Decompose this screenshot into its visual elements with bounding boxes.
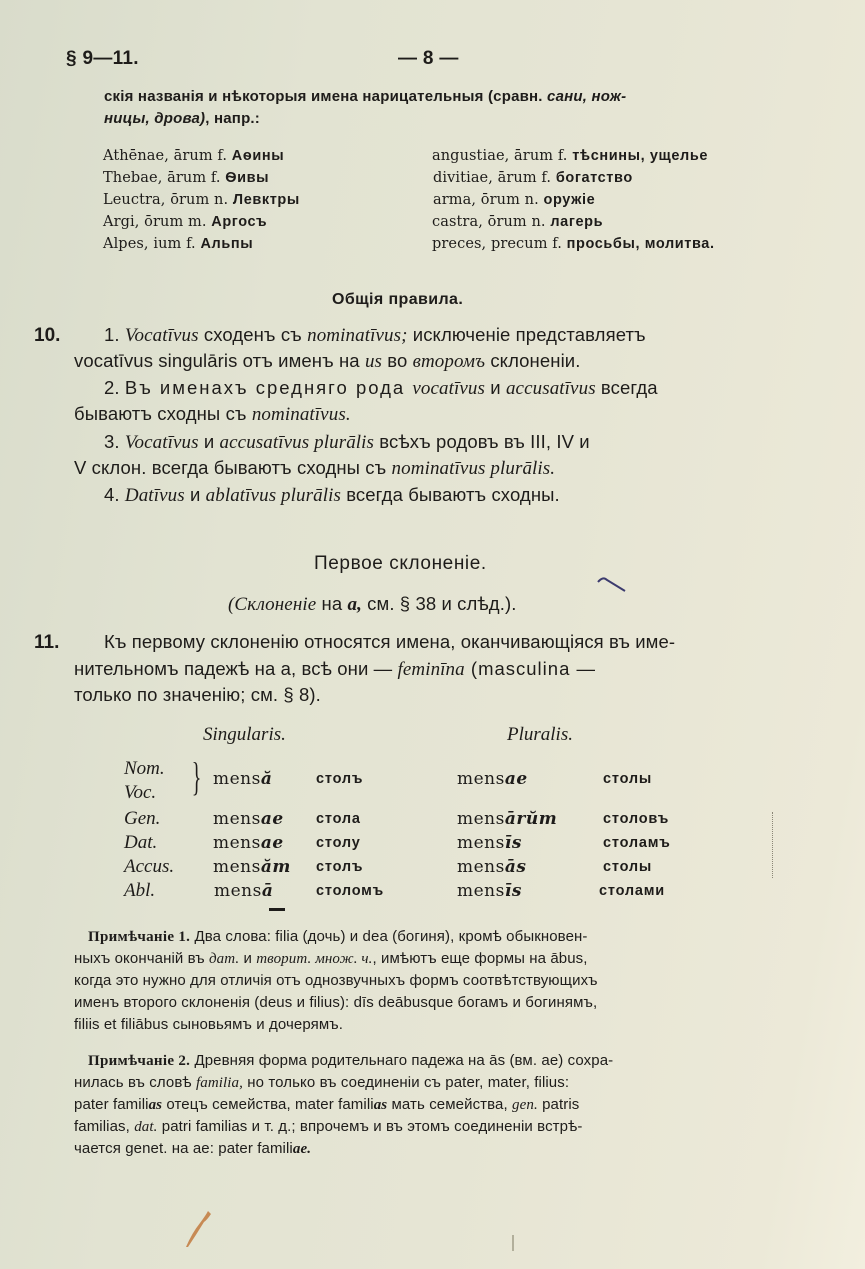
paper-speck — [510, 1235, 516, 1255]
case-label: Nom. — [124, 758, 165, 779]
macron-underline — [269, 908, 285, 911]
note-2-line-1: Примѣчаніе 2. Древняя форма родительнаго падежа на ās (вм. ae) сохра- — [88, 1052, 614, 1069]
brace-icon: } — [191, 754, 202, 799]
paragraph-11-line-3: только по значенію; см. § 8). — [74, 684, 321, 705]
plural-form: mensārŭm — [457, 809, 558, 829]
intro-line-1: скія названія и нѣкоторыя имена нарицательныя (сравн. сани, нож- — [104, 88, 627, 105]
singular-form: mensăm — [213, 857, 291, 877]
section-reference: § 9—11. — [66, 48, 139, 69]
note-1-line-2: ныхъ окончаній въ дат. и творит. множ. ч., имѣютъ еще формы на ābus, — [74, 950, 588, 967]
paragraph-number-11: 11. — [34, 632, 60, 653]
pencil-mark — [595, 572, 631, 594]
plural-form: mensās — [457, 857, 527, 877]
list-item: preces, precum f. просьбы, молитва. — [432, 236, 715, 252]
singular-translation: стола — [316, 811, 361, 827]
first-declension-subtitle: (Склоненіе на a, см. § 38 и слѣд.). — [228, 593, 517, 615]
singular-form: mensae — [213, 809, 284, 829]
note-1-line-3: когда это нужно для отличія отъ однозвучныхъ формъ соотвѣтствующихъ — [74, 972, 598, 989]
singular-form: mensă — [213, 769, 273, 789]
rule-3-line-1: 3. Vocatīvus и accusatīvus plurālis всѣхъ родовъ въ III, IV и — [104, 431, 590, 453]
paragraph-number-10: 10. — [34, 325, 61, 346]
column-header-singular: Singularis. — [203, 724, 286, 745]
rule-3-line-2: V склон. всегда бываютъ сходны съ nominatīvus plurālis. — [74, 457, 556, 479]
list-item: Argi, ōrum m. Аргосъ — [103, 214, 268, 230]
note-2-line-2: нилась въ словѣ familia, но только въ соединеніи съ pater, mater, filius: — [74, 1074, 570, 1091]
note-2-line-3: pater familias отецъ семейства, mater familias мать семейства, gen. patris — [74, 1096, 580, 1113]
plural-form: mensīs — [457, 833, 522, 853]
rule-2-line-1: 2. Въ именахъ средняго рода vocatīvus и accusatīvus всегда — [104, 377, 658, 399]
list-item: divitiae, ārum f. богатство — [433, 170, 633, 186]
note-2-line-5: чается genet. на ae: pater familiae. — [74, 1140, 312, 1157]
list-item: arma, ōrum n. оружіе — [433, 192, 596, 208]
note-1-line-4: именъ второго склоненія (deus и filius): dīs deābusque богамъ и богинямъ, — [74, 994, 598, 1011]
section-title-first-declension: Первое склоненіе. — [314, 553, 487, 574]
singular-form: mensae — [213, 833, 284, 853]
rule-1-line-1: 1. Vocatīvus сходенъ съ nominatīvus; исключеніе представляетъ — [104, 324, 646, 346]
column-header-plural: Pluralis. — [507, 724, 573, 745]
margin-mark — [772, 812, 774, 878]
page-number: — 8 — — [398, 48, 459, 69]
paragraph-11-line-1: Къ первому склоненію относятся имена, оканчивающіяся въ име- — [104, 631, 676, 652]
list-item: castra, ōrum n. лагерь — [432, 214, 604, 230]
case-label: Gen. — [124, 808, 161, 829]
plural-form: mensīs — [457, 881, 522, 901]
plural-translation: столамъ — [603, 835, 671, 851]
case-label: Dat. — [124, 832, 158, 853]
rule-1-line-2: vocatīvus singulāris отъ именъ на us во второмъ склоненіи. — [74, 350, 581, 372]
plural-form: mensae — [457, 769, 528, 789]
list-item: Alpes, ium f. Альпы — [103, 236, 254, 252]
list-item: Athēnae, ārum f. Аѳины — [103, 148, 285, 164]
intro-line-2: ницы, дрова), напр.: — [104, 110, 260, 127]
note-1-line-5: filiis et filiābus сыновьямъ и дочерямъ. — [74, 1016, 343, 1033]
singular-translation: столъ — [316, 859, 364, 875]
plural-translation: столы — [603, 859, 653, 875]
plural-translation: столами — [599, 883, 665, 899]
paragraph-11-line-2: нительномъ падежѣ на а, всѣ они — feminīna (masculina — — [74, 658, 596, 680]
list-item: Thebae, ārum f. Ѳивы — [103, 170, 270, 186]
case-label: Accus. — [124, 856, 175, 877]
section-title-general-rules: Общія правила. — [332, 291, 464, 308]
note-2-line-4: familias, dat. patri familias и т. д.; впрочемъ и въ этомъ соединеніи встрѣ- — [74, 1118, 583, 1135]
list-item: angustiae, ārum f. тѣснины, ущелье — [432, 148, 708, 164]
singular-translation: столу — [316, 835, 361, 851]
singular-form: mensā — [214, 881, 274, 901]
list-item: Leuctra, ōrum n. Левктры — [103, 192, 300, 208]
rule-2-line-2: бываютъ сходны съ nominatīvus. — [74, 403, 351, 425]
singular-translation: столомъ — [316, 883, 385, 899]
case-label: Voc. — [124, 782, 157, 803]
plural-translation: столовъ — [603, 811, 670, 827]
plural-translation: столы — [603, 771, 653, 787]
rule-4-line-1: 4. Datīvus и ablatīvus plurālis всегда бываютъ сходны. — [104, 484, 560, 506]
note-1-line-1: Примѣчаніе 1. Два слова: filia (дочь) и dea (богиня), кромѣ обыкновен- — [88, 928, 588, 945]
singular-translation: столъ — [316, 771, 364, 787]
case-label: Abl. — [124, 880, 156, 901]
ink-stain — [180, 1205, 220, 1250]
